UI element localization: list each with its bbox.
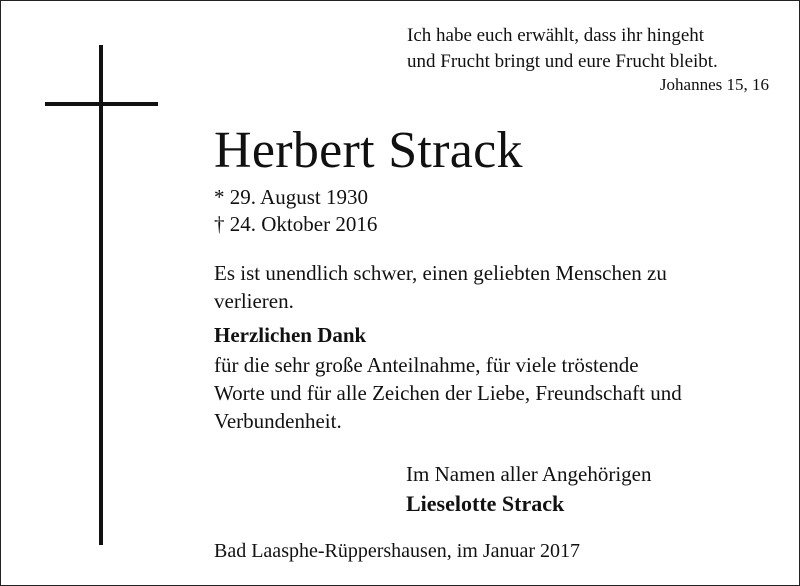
- signature-intro: Im Namen aller Angehörigen: [406, 462, 652, 486]
- death-date: † 24. Oktober 2016: [214, 212, 378, 236]
- thanks-line-1: für die sehr große Anteilnahme, für viele tröstende: [214, 353, 639, 377]
- thanks-text: [214, 351, 774, 435]
- verse-line-2: und Frucht bringt und eure Frucht bleibt.: [407, 51, 718, 72]
- bible-verse: [407, 23, 769, 95]
- verse-reference: Johannes 15, 16: [659, 75, 769, 94]
- thanks-line-3: Verbundenheit.: [214, 409, 342, 433]
- grief-line-1: Es ist unendlich schwer, einen geliebten Menschen zu: [214, 261, 667, 285]
- grief-line-2: verlieren.: [214, 289, 294, 313]
- cross-vertical-bar: [99, 45, 103, 545]
- deceased-name: Herbert Strack: [214, 122, 523, 179]
- message-body: [214, 259, 774, 435]
- signature-block: [406, 459, 652, 519]
- grief-statement: [214, 259, 774, 315]
- life-dates: [214, 184, 377, 238]
- birth-date: * 29. August 1930: [214, 185, 369, 209]
- signer-name: Lieselotte Strack: [406, 491, 565, 516]
- cross-horizontal-bar: [45, 102, 158, 106]
- thanks-line-2: Worte und für alle Zeichen der Liebe, Freundschaft und: [214, 381, 682, 405]
- verse-line-1: Ich habe euch erwählt, dass ihr hingeht: [407, 25, 705, 46]
- thanks-heading: Herzlichen Dank: [214, 323, 367, 347]
- place-and-date: Bad Laasphe-Rüppershausen, im Januar 2017: [214, 540, 581, 562]
